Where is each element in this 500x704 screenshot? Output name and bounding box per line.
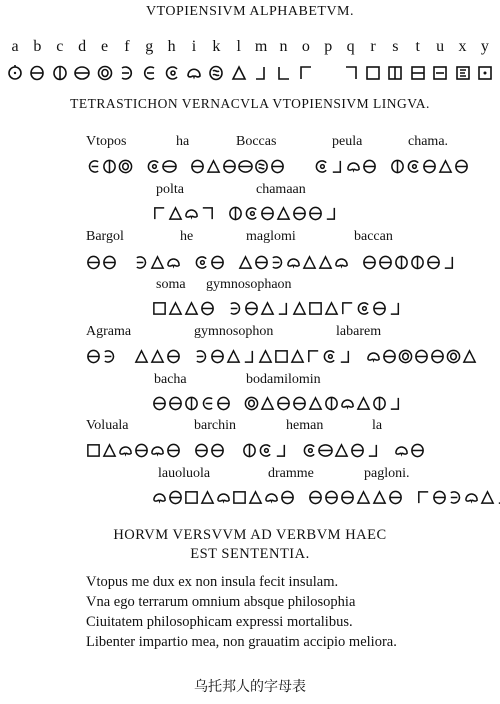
latin-letter: l — [236, 38, 241, 55]
latin-letter: p — [324, 38, 333, 55]
glyph-word — [86, 442, 181, 458]
utopian-glyph-icon — [378, 254, 393, 270]
theta-glyph-icon — [28, 63, 46, 81]
sententia-title-line: HORVM VERSVVM AD VERBVM HAEC — [113, 527, 387, 543]
verse-word: maglomi — [246, 229, 296, 244]
utopian-glyph-icon — [134, 348, 149, 364]
utopian-glyph-icon — [432, 489, 447, 505]
utopian-glyph-icon — [168, 205, 183, 221]
utopian-glyph-icon — [302, 442, 317, 458]
utopian-glyph-icon — [276, 300, 291, 316]
utopian-glyph-icon — [362, 158, 377, 174]
utopian-glyph-icon — [366, 348, 381, 364]
verse-word: Agrama — [86, 324, 132, 339]
utopian-glyph-icon — [210, 348, 225, 364]
utopian-glyph-icon — [260, 395, 275, 411]
utopian-glyph-icon — [322, 348, 337, 364]
utopian-glyph-icon — [162, 158, 177, 174]
verse-word: Voluala — [86, 418, 129, 433]
utopian-glyph-icon — [308, 300, 323, 316]
glyph-word — [194, 348, 353, 364]
utopian-glyph-icon — [308, 205, 323, 221]
utopian-glyph-icon — [228, 300, 243, 316]
latin-letter: o — [301, 38, 310, 55]
utopian-glyph-icon — [340, 395, 355, 411]
glyph-word — [190, 158, 285, 174]
verse-word: polta — [156, 182, 184, 197]
utopian-glyph-row — [6, 62, 494, 82]
latin-letter: s — [392, 38, 399, 55]
utopian-glyph-icon — [152, 205, 167, 221]
utopian-glyph-icon — [222, 158, 237, 174]
utopian-glyph-icon — [324, 395, 339, 411]
verse-word: bacha — [154, 372, 187, 387]
utopian-glyph-icon — [410, 442, 425, 458]
sententia-title — [0, 526, 500, 564]
verse-word: gymnosophon — [194, 324, 274, 339]
theta-wide-glyph-icon — [73, 63, 91, 81]
latin-letter: q — [346, 38, 355, 55]
latin-letter: r — [370, 38, 376, 55]
utopian-glyph-icon — [462, 348, 477, 364]
utopian-glyph-icon — [388, 489, 403, 505]
utopian-glyph-icon — [426, 254, 441, 270]
sententia-title-line: EST SENTENTIA. — [190, 546, 310, 562]
utopian-glyph-icon — [382, 348, 397, 364]
utopian-glyph-icon — [372, 395, 387, 411]
utopian-glyph-icon — [86, 348, 101, 364]
latin-letter: x — [458, 38, 467, 55]
utopian-glyph-icon — [442, 254, 457, 270]
latin-letter: c — [56, 38, 64, 55]
latin-letter: e — [100, 38, 109, 55]
verse-word: barchin — [194, 418, 236, 433]
triangle-glyph-icon — [230, 63, 248, 81]
utopian-glyph-icon — [184, 489, 199, 505]
utopian-glyph-icon — [200, 205, 215, 221]
verse-word: peula — [332, 134, 363, 149]
verse-word: pagloni. — [364, 466, 410, 481]
verse-word: labarem — [336, 324, 382, 339]
glyph-word — [146, 158, 177, 174]
utopian-glyph-icon — [168, 395, 183, 411]
utopian-glyph-icon — [372, 489, 387, 505]
utopian-glyph-icon — [292, 395, 307, 411]
circle-theta-glyph-icon — [96, 63, 114, 81]
utopian-glyph-icon — [228, 205, 243, 221]
utopian-glyph-icon — [216, 395, 231, 411]
utopian-glyph-icon — [416, 489, 431, 505]
utopian-glyph-icon — [306, 348, 321, 364]
utopian-glyph-icon — [388, 395, 403, 411]
glyph-word — [416, 489, 500, 505]
glyph-word — [308, 489, 403, 505]
utopian-glyph-icon — [226, 442, 241, 458]
latin-letter: m — [254, 38, 268, 55]
utopian-glyph-icon — [244, 395, 259, 411]
latin-letter: h — [167, 38, 176, 55]
verse-word: bodamilomin — [246, 372, 321, 387]
utopian-glyph-icon — [302, 254, 317, 270]
utopian-glyph-icon — [166, 254, 181, 270]
utopian-glyph-icon — [200, 395, 215, 411]
utopian-glyph-icon — [166, 348, 181, 364]
utopian-glyph-icon — [356, 395, 371, 411]
figure-caption: 乌托邦人的字母表 — [194, 679, 306, 695]
verse-word: Vtopos — [86, 134, 127, 149]
utopian-glyph-icon — [292, 205, 307, 221]
utopian-glyph-icon — [150, 442, 165, 458]
utopian-glyph-icon — [242, 442, 257, 458]
utopian-glyph-icon — [438, 158, 453, 174]
glyph-word — [238, 254, 349, 270]
utopian-glyph-icon — [464, 489, 479, 505]
utopian-glyph-icon — [324, 205, 339, 221]
utopian-glyph-icon — [264, 489, 279, 505]
utopian-glyph-icon — [190, 158, 205, 174]
utopian-glyph-icon — [334, 442, 349, 458]
utopian-glyph-icon — [206, 158, 221, 174]
glyph-word — [366, 348, 477, 364]
circle-c-glyph-icon — [163, 63, 181, 81]
utopian-glyph-icon — [254, 254, 269, 270]
verse-word: baccan — [354, 229, 393, 244]
utopian-glyph-icon — [226, 348, 241, 364]
utopian-glyph-icon — [102, 442, 117, 458]
utopian-glyph-icon — [280, 489, 295, 505]
blank-glyph-icon — [319, 63, 337, 81]
verse-word: soma — [156, 277, 186, 292]
utopian-glyph-icon — [152, 395, 167, 411]
utopian-glyph-icon — [274, 348, 289, 364]
utopian-glyph-icon — [398, 348, 413, 364]
latin-letter: k — [212, 38, 221, 55]
utopian-glyph-icon — [254, 158, 269, 174]
latin-letter: u — [436, 38, 445, 55]
open-circle-bar-glyph-icon — [118, 63, 136, 81]
verse-word: chamaan — [256, 182, 306, 197]
utopian-glyph-icon — [260, 300, 275, 316]
glyph-word — [302, 442, 381, 458]
utopian-glyph-icon — [216, 489, 231, 505]
utopian-glyph-icon — [292, 300, 307, 316]
utopian-glyph-icon — [184, 300, 199, 316]
utopian-glyph-icon — [200, 300, 215, 316]
glyph-word — [298, 158, 377, 174]
utopian-glyph-icon — [194, 442, 209, 458]
utopian-glyph-icon — [276, 205, 291, 221]
utopian-glyph-icon — [200, 489, 215, 505]
utopian-glyph-icon — [394, 254, 409, 270]
utopian-glyph-icon — [194, 254, 209, 270]
utopian-glyph-icon — [340, 300, 355, 316]
utopian-glyph-icon — [346, 158, 361, 174]
verse-word: chama. — [408, 134, 449, 149]
utopian-glyph-icon — [390, 158, 405, 174]
translation-line: Vna ego terrarum omnium absque philosophia — [86, 594, 356, 610]
utopian-glyph-icon — [86, 158, 101, 174]
gamma-angle-glyph-icon — [297, 63, 315, 81]
utopian-glyph-icon — [134, 442, 149, 458]
utopian-glyph-icon — [308, 395, 323, 411]
utopian-glyph-icon — [152, 489, 167, 505]
glyph-word — [228, 300, 403, 316]
utopian-glyph-icon — [324, 300, 339, 316]
theta-s-glyph-icon — [207, 63, 225, 81]
box-theta-2-glyph-icon — [431, 63, 449, 81]
verse-word: Boccas — [236, 134, 277, 149]
utopian-glyph-icon — [168, 300, 183, 316]
glyph-word — [86, 348, 181, 364]
latin-translation — [86, 572, 397, 652]
utopian-glyph-icon — [340, 489, 355, 505]
utopian-glyph-icon — [242, 348, 257, 364]
glyph-word — [152, 205, 215, 221]
utopian-glyph-icon — [184, 205, 199, 221]
utopian-glyph-icon — [308, 489, 323, 505]
latin-letter: i — [191, 38, 197, 55]
utopian-glyph-icon — [146, 158, 161, 174]
l-angle-glyph-icon — [275, 63, 293, 81]
right-angle-glyph-icon — [252, 63, 270, 81]
verse-word: ha — [176, 134, 190, 149]
utopian-glyph-icon — [480, 489, 495, 505]
utopian-glyph-icon — [184, 395, 199, 411]
latin-letter: a — [11, 38, 19, 55]
utopian-glyph-icon — [102, 254, 117, 270]
box-dot-glyph-icon — [476, 63, 494, 81]
utopian-glyph-icon — [248, 489, 263, 505]
tetrastichon-title: TETRASTICHON VERNACVLA VTOPIENSIVM LINGVA. — [70, 96, 430, 111]
verse-word: la — [372, 418, 383, 433]
glyph-word — [390, 158, 469, 174]
utopian-glyph-icon — [152, 300, 167, 316]
utopian-glyph-icon — [210, 442, 225, 458]
square-bar-glyph-icon — [386, 63, 404, 81]
utopian-glyph-icon — [134, 254, 149, 270]
utopian-glyph-icon — [298, 158, 313, 174]
glyph-word — [244, 395, 403, 411]
utopian-glyph-icon — [258, 348, 273, 364]
circle-dot-glyph-icon — [6, 63, 24, 81]
utopian-glyph-icon — [388, 300, 403, 316]
utopian-glyph-icon — [86, 254, 101, 270]
utopian-glyph-icon — [150, 348, 165, 364]
box-theta-glyph-icon — [409, 63, 427, 81]
verse-word: gymnosophaon — [206, 277, 292, 292]
latin-letter: b — [33, 38, 42, 55]
utopian-glyph-icon — [406, 158, 421, 174]
utopian-glyph-icon — [318, 442, 333, 458]
utopian-glyph-icon — [270, 158, 285, 174]
utopian-glyph-icon — [350, 442, 365, 458]
utopian-glyph-icon — [210, 254, 225, 270]
latin-letter: n — [279, 38, 288, 55]
glyph-word — [394, 442, 425, 458]
glyph-word — [152, 300, 215, 316]
utopian-glyph-icon — [118, 158, 133, 174]
utopian-glyph-icon — [150, 254, 165, 270]
utopian-glyph-icon — [270, 254, 285, 270]
utopian-glyph-icon — [314, 158, 329, 174]
utopian-glyph-icon — [372, 300, 387, 316]
utopian-glyph-icon — [430, 348, 445, 364]
utopian-glyph-icon — [448, 489, 463, 505]
latin-letter: f — [124, 38, 130, 55]
utopian-glyph-icon — [232, 489, 247, 505]
glyph-word — [228, 205, 339, 221]
c-bar-glyph-icon — [140, 63, 158, 81]
utopian-glyph-icon — [366, 442, 381, 458]
utopian-glyph-icon — [454, 158, 469, 174]
utopian-glyph-icon — [238, 158, 253, 174]
utopian-glyph-icon — [244, 205, 259, 221]
glyph-word — [152, 489, 295, 505]
glyph-word — [152, 395, 231, 411]
utopian-glyph-icon — [194, 348, 209, 364]
right-angle-2-glyph-icon — [342, 63, 360, 81]
utopian-glyph-icon — [238, 254, 253, 270]
verse-word: lauoluola — [158, 466, 211, 481]
utopian-glyph-icon — [356, 300, 371, 316]
utopian-glyph-icon — [276, 395, 291, 411]
utopian-glyph-icon — [446, 348, 461, 364]
utopian-glyph-icon — [362, 254, 377, 270]
utopian-glyph-icon — [118, 348, 133, 364]
utopian-glyph-icon — [118, 254, 133, 270]
latin-letter: g — [145, 38, 154, 55]
utopian-glyph-icon — [394, 442, 409, 458]
glyph-word — [362, 254, 457, 270]
utopian-glyph-icon — [86, 442, 101, 458]
utopian-glyph-icon — [118, 442, 133, 458]
utopian-glyph-icon — [414, 348, 429, 364]
latin-letter: y — [480, 38, 489, 55]
latin-letter: d — [78, 38, 87, 55]
verse-word: heman — [286, 418, 324, 433]
latin-letter: t — [415, 38, 420, 55]
utopian-glyph-icon — [290, 348, 305, 364]
utopian-glyph-icon — [168, 489, 183, 505]
utopian-glyph-icon — [356, 489, 371, 505]
utopian-glyph-icon — [422, 158, 437, 174]
square-glyph-icon — [364, 63, 382, 81]
verse-word: Bargol — [86, 229, 124, 244]
glyph-word — [194, 442, 289, 458]
utopian-glyph-icon — [166, 442, 181, 458]
utopian-glyph-icon — [258, 442, 273, 458]
translation-line: Vtopus me dux ex non insula fecit insulam. — [86, 574, 339, 590]
utopian-glyph-icon — [324, 489, 339, 505]
glyph-word — [194, 254, 225, 270]
latin-alphabet-row — [6, 38, 494, 56]
utopian-glyph-icon — [286, 254, 301, 270]
glyph-word — [86, 254, 181, 270]
circle-bar-glyph-icon — [51, 63, 69, 81]
utopian-glyph-icon — [274, 442, 289, 458]
translation-line: Ciuitatem philosophicam expressi mortalibus. — [86, 614, 353, 630]
utopian-glyph-icon — [318, 254, 333, 270]
alphabet-title: VTOPIENSIVM ALPHABETVM. — [145, 4, 355, 19]
translation-line: Libenter impartio mea, non grauatim accipio meliora. — [86, 634, 397, 650]
utopian-glyph-icon — [102, 348, 117, 364]
glyph-word — [86, 158, 133, 174]
utopian-glyph-icon — [330, 158, 345, 174]
verse-word: he — [180, 229, 194, 244]
omega-glyph-icon — [185, 63, 203, 81]
utopian-glyph-icon — [334, 254, 349, 270]
utopian-glyph-icon — [244, 300, 259, 316]
verse-word: dramme — [268, 466, 314, 481]
box-e-glyph-icon — [454, 63, 472, 81]
utopian-glyph-icon — [260, 205, 275, 221]
utopian-glyph-icon — [410, 254, 425, 270]
utopian-glyph-icon — [496, 489, 500, 505]
utopian-glyph-icon — [338, 348, 353, 364]
utopian-glyph-icon — [102, 158, 117, 174]
